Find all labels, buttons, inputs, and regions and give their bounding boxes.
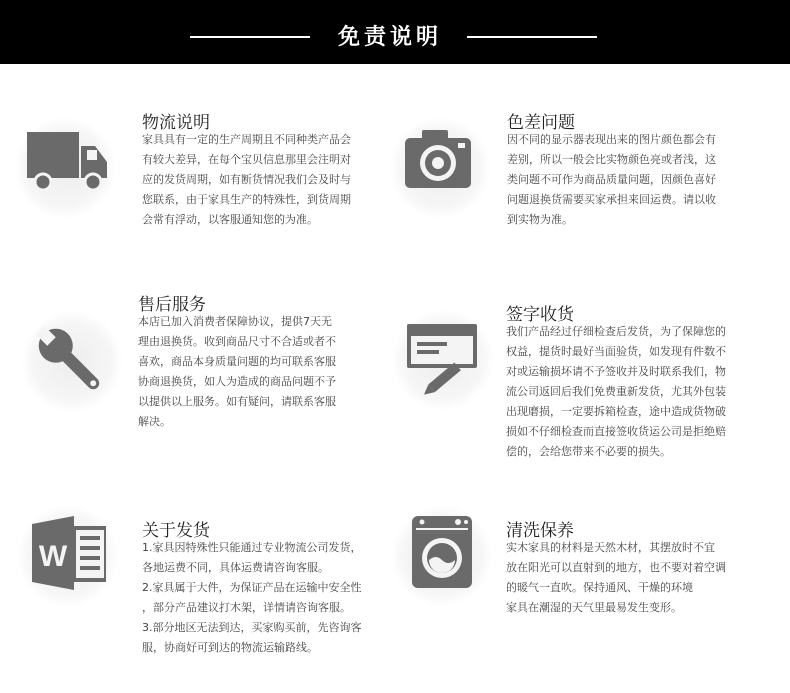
body-line: 到实物为准。 [507, 213, 573, 226]
section-body [142, 130, 351, 230]
section-title: 售后服务 [138, 295, 206, 315]
body-line: 因不同的显示器表现出来的图片颜色都会有 [507, 133, 716, 146]
body-line: 偿的，会给您带来不必要的损失。 [506, 445, 671, 458]
page-title: 免责说明 [337, 25, 442, 50]
body-line: ，部分产品建议打木架，详情请咨询客服。 [142, 601, 351, 614]
body-line: 理由退换货。收到商品尺寸不合适或者不 [138, 335, 336, 348]
body-line: 会常有浮动，以客服通知您的为准。 [142, 213, 318, 226]
body-line: 各地运费不同，具体运费请咨询客服。 [142, 561, 329, 574]
body-line: 协商退换货，如人为造成的商品问题不予 [138, 375, 336, 388]
body-line: 家具在潮湿的天气里最易发生变形。 [506, 601, 682, 614]
word-document-icon [18, 506, 118, 606]
section-body [506, 538, 726, 618]
header-right-rule [467, 36, 597, 38]
header-banner [0, 0, 790, 64]
body-line: 有较大差异，在每个宝贝信息那里会注明对 [142, 153, 351, 166]
body-line: 家具具有一定的生产周期且不同种类产品会 [142, 133, 351, 146]
body-line: 本店已加入消费者保障协议，提供7天无 [138, 315, 332, 328]
body-line: 出现磨损，一定要拆箱检查，途中造成货物破 [506, 405, 726, 418]
section-body [142, 538, 362, 658]
body-line: 的暖气一直吹。保持通风、干燥的环境 [506, 581, 693, 594]
section-title: 清洗保养 [506, 521, 574, 541]
body-line: 2.家具属于大件，为保证产品在运输中安全性 [142, 581, 362, 594]
svg-text:W: W [38, 540, 68, 573]
body-line: 放在阳光可以直射到的地方，也不要对着空调 [506, 561, 726, 574]
body-line: 损如不仔细检查而直接签收货运公司是拒绝赔 [506, 425, 726, 438]
body-line: 喜欢，商品本身质量问题的均可联系客服 [138, 355, 336, 368]
body-line: 以提供以上服务。如有疑问，请联系客服 [138, 395, 336, 408]
body-line: 差别，所以一般会比实物颜色亮或者浅，这 [507, 153, 716, 166]
body-line: 3.部分地区无法到达，买家购买前，先咨询客 [142, 621, 362, 634]
body-line: 问题退换货需要买家承担来回运费。请以收 [507, 193, 716, 206]
section-title: 签字收货 [506, 305, 574, 325]
section-title: 色差问题 [507, 113, 575, 133]
section-body [138, 312, 336, 432]
body-line: 权益，提货时最好当面验货，如发现有件数不 [506, 345, 726, 358]
section-body [507, 130, 716, 230]
body-line: 类问题不可作为商品质量问题，因颜色喜好 [507, 173, 716, 186]
washing-machine-icon [392, 506, 492, 606]
section-title: 关于发货 [142, 521, 210, 541]
body-line: 1.家具因特殊性只能通过专业物流公司发货， [142, 541, 362, 554]
body-line: 应的发货周期，如有断货情况我们会及时与 [142, 173, 351, 186]
header-left-rule [190, 36, 310, 38]
body-line: 对或运输损坏请不予签收并及时联系我们，物 [506, 365, 726, 378]
body-line: 您联系，由于家具生产的特殊性，到货周期 [142, 193, 351, 206]
body-line: 流公司返回后我们免费重新发货，尤其外包装 [506, 385, 726, 398]
truck-icon [15, 118, 115, 218]
wrench-icon [22, 312, 122, 412]
body-line: 实木家具的材料是天然木材，其摆放时不宜 [506, 541, 715, 554]
section-body [506, 322, 726, 462]
body-line: 服，协商好可到达的物流运输路线。 [142, 641, 318, 654]
sign-document-icon [393, 310, 493, 410]
body-line: 我们产品经过仔细检查后发货，为了保障您的 [506, 325, 726, 338]
section-title: 物流说明 [142, 113, 210, 133]
camera-icon [390, 118, 490, 218]
body-line: 解决。 [138, 415, 171, 428]
